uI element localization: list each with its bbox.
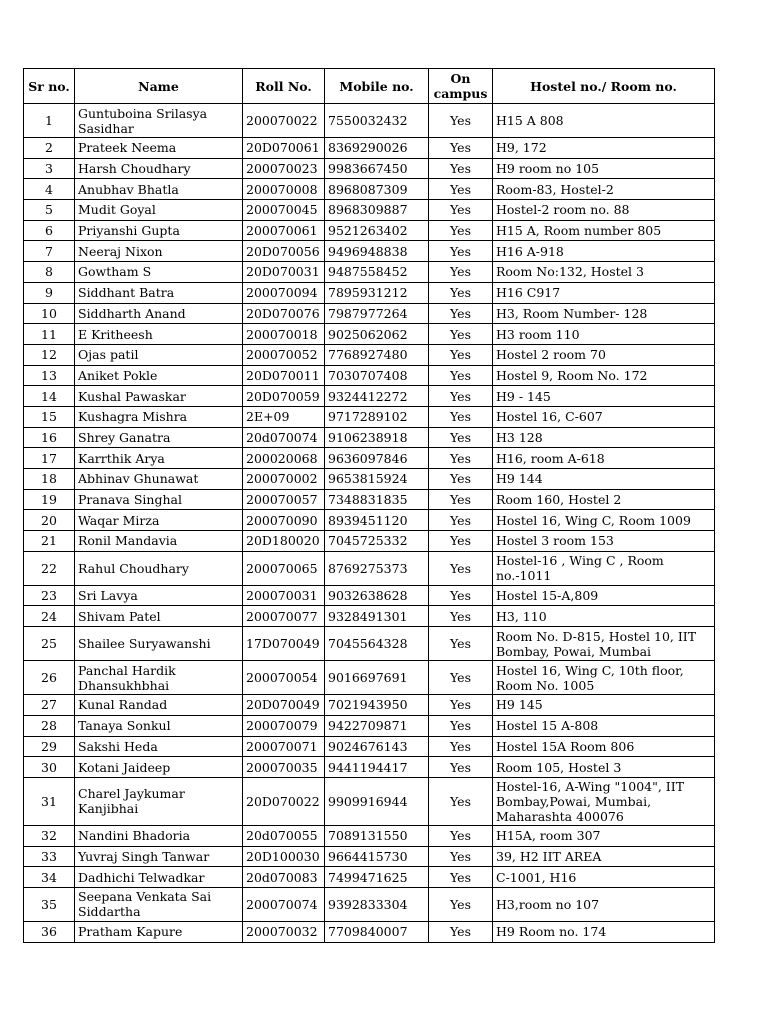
- cell-roll-no: 20D070076: [243, 303, 325, 324]
- table-row: [24, 344, 715, 365]
- cell-name: Siddharth Anand: [75, 303, 243, 324]
- cell-mobile-no: 8369290026: [325, 138, 429, 159]
- cell-name: Abhinav Ghunawat: [75, 469, 243, 490]
- cell-hostel-room: Hostel 15-A,809: [493, 585, 715, 606]
- cell-sr-no: 3: [24, 158, 75, 179]
- header-roll-no: Roll No.: [243, 69, 325, 104]
- table-row: [24, 448, 715, 469]
- table-row: [24, 887, 715, 921]
- table-row: [24, 777, 715, 825]
- cell-sr-no: 8: [24, 262, 75, 283]
- header-name: Name: [75, 69, 243, 104]
- cell-on-campus: Yes: [429, 406, 493, 427]
- cell-on-campus: Yes: [429, 715, 493, 736]
- cell-hostel-room: H9 144: [493, 469, 715, 490]
- table-row: [24, 241, 715, 262]
- cell-hostel-room: Hostel 16, Wing C, Room 1009: [493, 510, 715, 531]
- cell-mobile-no: 9717289102: [325, 406, 429, 427]
- cell-name: Seepana Venkata Sai Siddartha: [75, 887, 243, 921]
- cell-mobile-no: 9521263402: [325, 220, 429, 241]
- cell-name: Sakshi Heda: [75, 736, 243, 757]
- cell-on-campus: Yes: [429, 158, 493, 179]
- table-row: [24, 158, 715, 179]
- cell-hostel-room: H3, Room Number- 128: [493, 303, 715, 324]
- student-table: [23, 68, 715, 943]
- cell-on-campus: Yes: [429, 887, 493, 921]
- cell-mobile-no: 8769275373: [325, 551, 429, 585]
- cell-mobile-no: 7089131550: [325, 825, 429, 846]
- cell-name: Aniket Pokle: [75, 365, 243, 386]
- cell-hostel-room: Hostel 15 A-808: [493, 715, 715, 736]
- cell-hostel-room: H3 room 110: [493, 324, 715, 345]
- table-body: [24, 104, 715, 943]
- table-row: [24, 104, 715, 138]
- cell-sr-no: 15: [24, 406, 75, 427]
- cell-sr-no: 5: [24, 200, 75, 221]
- cell-mobile-no: 8968309887: [325, 200, 429, 221]
- cell-mobile-no: 7768927480: [325, 344, 429, 365]
- table-row: [24, 757, 715, 778]
- cell-roll-no: 20D070049: [243, 695, 325, 716]
- cell-sr-no: 36: [24, 921, 75, 942]
- table-row: [24, 179, 715, 200]
- cell-hostel-room: Hostel 3 room 153: [493, 531, 715, 552]
- table-header-row: [24, 69, 715, 104]
- cell-mobile-no: 9636097846: [325, 448, 429, 469]
- cell-roll-no: 20D070022: [243, 777, 325, 825]
- cell-roll-no: 20D070031: [243, 262, 325, 283]
- cell-mobile-no: 7895931212: [325, 282, 429, 303]
- cell-sr-no: 12: [24, 344, 75, 365]
- cell-sr-no: 28: [24, 715, 75, 736]
- cell-mobile-no: 7348831835: [325, 489, 429, 510]
- cell-on-campus: Yes: [429, 551, 493, 585]
- cell-name: Neeraj Nixon: [75, 241, 243, 262]
- cell-sr-no: 17: [24, 448, 75, 469]
- table-row: [24, 606, 715, 627]
- table-row: [24, 846, 715, 867]
- cell-mobile-no: 8968087309: [325, 179, 429, 200]
- cell-mobile-no: 9328491301: [325, 606, 429, 627]
- cell-hostel-room: H3, 110: [493, 606, 715, 627]
- cell-hostel-room: C-1001, H16: [493, 867, 715, 888]
- cell-on-campus: Yes: [429, 282, 493, 303]
- cell-roll-no: 17D070049: [243, 627, 325, 661]
- cell-hostel-room: H15 A, Room number 805: [493, 220, 715, 241]
- cell-on-campus: Yes: [429, 469, 493, 490]
- cell-sr-no: 13: [24, 365, 75, 386]
- cell-roll-no: 200070077: [243, 606, 325, 627]
- table-row: [24, 661, 715, 695]
- cell-mobile-no: 7045725332: [325, 531, 429, 552]
- cell-sr-no: 9: [24, 282, 75, 303]
- cell-hostel-room: H9 Room no. 174: [493, 921, 715, 942]
- cell-sr-no: 20: [24, 510, 75, 531]
- cell-roll-no: 200070065: [243, 551, 325, 585]
- cell-name: Dadhichi Telwadkar: [75, 867, 243, 888]
- cell-hostel-room: Hostel 15A Room 806: [493, 736, 715, 757]
- cell-roll-no: 200070032: [243, 921, 325, 942]
- cell-sr-no: 30: [24, 757, 75, 778]
- cell-roll-no: 200070023: [243, 158, 325, 179]
- cell-name: Nandini Bhadoria: [75, 825, 243, 846]
- cell-roll-no: 200070057: [243, 489, 325, 510]
- cell-hostel-room: H16 A-918: [493, 241, 715, 262]
- cell-mobile-no: 7709840007: [325, 921, 429, 942]
- cell-mobile-no: 9032638628: [325, 585, 429, 606]
- cell-on-campus: Yes: [429, 386, 493, 407]
- cell-name: Sri Lavya: [75, 585, 243, 606]
- cell-on-campus: Yes: [429, 344, 493, 365]
- cell-mobile-no: 9496948838: [325, 241, 429, 262]
- cell-on-campus: Yes: [429, 427, 493, 448]
- cell-hostel-room: Room 105, Hostel 3: [493, 757, 715, 778]
- cell-roll-no: 200070018: [243, 324, 325, 345]
- cell-name: Pranava Singhal: [75, 489, 243, 510]
- table-row: [24, 262, 715, 283]
- cell-roll-no: 200070061: [243, 220, 325, 241]
- cell-on-campus: Yes: [429, 825, 493, 846]
- cell-on-campus: Yes: [429, 179, 493, 200]
- cell-sr-no: 21: [24, 531, 75, 552]
- cell-name: Kunal Randad: [75, 695, 243, 716]
- cell-on-campus: Yes: [429, 531, 493, 552]
- cell-roll-no: 200070031: [243, 585, 325, 606]
- cell-sr-no: 14: [24, 386, 75, 407]
- cell-sr-no: 23: [24, 585, 75, 606]
- cell-sr-no: 25: [24, 627, 75, 661]
- cell-name: Kotani Jaideep: [75, 757, 243, 778]
- table-row: [24, 282, 715, 303]
- table-row: [24, 489, 715, 510]
- cell-mobile-no: 7987977264: [325, 303, 429, 324]
- cell-name: Charel Jaykumar Kanjibhai: [75, 777, 243, 825]
- cell-sr-no: 22: [24, 551, 75, 585]
- cell-on-campus: Yes: [429, 220, 493, 241]
- cell-mobile-no: 9016697691: [325, 661, 429, 695]
- cell-hostel-room: Room-83, Hostel-2: [493, 179, 715, 200]
- cell-hostel-room: H9 145: [493, 695, 715, 716]
- table-row: [24, 324, 715, 345]
- cell-roll-no: 20D070011: [243, 365, 325, 386]
- cell-name: Waqar Mirza: [75, 510, 243, 531]
- cell-hostel-room: Hostel-2 room no. 88: [493, 200, 715, 221]
- header-sr-no: Sr no.: [24, 69, 75, 104]
- cell-hostel-room: H9, 172: [493, 138, 715, 159]
- cell-sr-no: 16: [24, 427, 75, 448]
- cell-roll-no: 200070045: [243, 200, 325, 221]
- cell-hostel-room: Hostel 16, Wing C, 10th floor, Room No. 1005: [493, 661, 715, 695]
- table-row: [24, 627, 715, 661]
- cell-hostel-room: H16, room A-618: [493, 448, 715, 469]
- cell-hostel-room: Room No. D-815, Hostel 10, IIT Bombay, Powai, Mumbai: [493, 627, 715, 661]
- table-row: [24, 220, 715, 241]
- table-row: [24, 200, 715, 221]
- cell-name: Priyanshi Gupta: [75, 220, 243, 241]
- cell-roll-no: 200070035: [243, 757, 325, 778]
- cell-name: Harsh Choudhary: [75, 158, 243, 179]
- cell-mobile-no: 9909916944: [325, 777, 429, 825]
- cell-on-campus: Yes: [429, 303, 493, 324]
- cell-roll-no: 200070079: [243, 715, 325, 736]
- cell-sr-no: 35: [24, 887, 75, 921]
- cell-name: Shailee Suryawanshi: [75, 627, 243, 661]
- table-row: [24, 551, 715, 585]
- cell-name: Mudit Goyal: [75, 200, 243, 221]
- cell-roll-no: 200070094: [243, 282, 325, 303]
- cell-hostel-room: H3,room no 107: [493, 887, 715, 921]
- cell-on-campus: Yes: [429, 757, 493, 778]
- cell-roll-no: 200070074: [243, 887, 325, 921]
- cell-sr-no: 31: [24, 777, 75, 825]
- cell-hostel-room: Room No:132, Hostel 3: [493, 262, 715, 283]
- cell-mobile-no: 9324412272: [325, 386, 429, 407]
- table-row: [24, 736, 715, 757]
- cell-on-campus: Yes: [429, 489, 493, 510]
- cell-sr-no: 10: [24, 303, 75, 324]
- cell-mobile-no: 9024676143: [325, 736, 429, 757]
- cell-name: Yuvraj Singh Tanwar: [75, 846, 243, 867]
- cell-roll-no: 200070071: [243, 736, 325, 757]
- cell-hostel-room: Hostel 2 room 70: [493, 344, 715, 365]
- cell-on-campus: Yes: [429, 867, 493, 888]
- table-row: [24, 695, 715, 716]
- table-row: [24, 427, 715, 448]
- header-on-campus: On campus: [429, 69, 493, 104]
- cell-name: E Kritheesh: [75, 324, 243, 345]
- cell-hostel-room: Room 160, Hostel 2: [493, 489, 715, 510]
- cell-roll-no: 200020068: [243, 448, 325, 469]
- cell-roll-no: 200070022: [243, 104, 325, 138]
- cell-on-campus: Yes: [429, 661, 493, 695]
- cell-sr-no: 18: [24, 469, 75, 490]
- cell-mobile-no: 9441194417: [325, 757, 429, 778]
- cell-sr-no: 4: [24, 179, 75, 200]
- cell-hostel-room: H16 C917: [493, 282, 715, 303]
- table-row: [24, 303, 715, 324]
- cell-sr-no: 6: [24, 220, 75, 241]
- cell-on-campus: Yes: [429, 138, 493, 159]
- cell-mobile-no: 9106238918: [325, 427, 429, 448]
- cell-sr-no: 11: [24, 324, 75, 345]
- table-row: [24, 825, 715, 846]
- cell-on-campus: Yes: [429, 241, 493, 262]
- cell-on-campus: Yes: [429, 262, 493, 283]
- cell-name: Shivam Patel: [75, 606, 243, 627]
- cell-name: Tanaya Sonkul: [75, 715, 243, 736]
- table-row: [24, 585, 715, 606]
- cell-roll-no: 20D070056: [243, 241, 325, 262]
- cell-mobile-no: 9422709871: [325, 715, 429, 736]
- cell-hostel-room: Hostel 9, Room No. 172: [493, 365, 715, 386]
- cell-roll-no: 20D070059: [243, 386, 325, 407]
- cell-on-campus: Yes: [429, 695, 493, 716]
- cell-mobile-no: 9983667450: [325, 158, 429, 179]
- cell-mobile-no: 9025062062: [325, 324, 429, 345]
- cell-name: Anubhav Bhatla: [75, 179, 243, 200]
- cell-hostel-room: H9 - 145: [493, 386, 715, 407]
- table-row: [24, 867, 715, 888]
- cell-roll-no: 20d070083: [243, 867, 325, 888]
- header-mobile-no: Mobile no.: [325, 69, 429, 104]
- table-row: [24, 386, 715, 407]
- cell-on-campus: Yes: [429, 200, 493, 221]
- cell-sr-no: 19: [24, 489, 75, 510]
- cell-name: Karrthik Arya: [75, 448, 243, 469]
- cell-name: Guntuboina Srilasya Sasidhar: [75, 104, 243, 138]
- cell-sr-no: 27: [24, 695, 75, 716]
- table-row: [24, 921, 715, 942]
- cell-sr-no: 2: [24, 138, 75, 159]
- table-row: [24, 531, 715, 552]
- cell-roll-no: 200070054: [243, 661, 325, 695]
- cell-sr-no: 1: [24, 104, 75, 138]
- spreadsheet-sheet: [23, 68, 715, 943]
- cell-on-campus: Yes: [429, 777, 493, 825]
- table-row: [24, 469, 715, 490]
- cell-roll-no: 20d070055: [243, 825, 325, 846]
- table-row: [24, 406, 715, 427]
- cell-on-campus: Yes: [429, 585, 493, 606]
- cell-on-campus: Yes: [429, 104, 493, 138]
- cell-mobile-no: 7499471625: [325, 867, 429, 888]
- cell-hostel-room: H3 128: [493, 427, 715, 448]
- cell-mobile-no: 7045564328: [325, 627, 429, 661]
- cell-sr-no: 26: [24, 661, 75, 695]
- cell-name: Kushagra Mishra: [75, 406, 243, 427]
- cell-hostel-room: H15 A 808: [493, 104, 715, 138]
- cell-on-campus: Yes: [429, 627, 493, 661]
- table-row: [24, 715, 715, 736]
- cell-name: Prateek Neema: [75, 138, 243, 159]
- cell-hostel-room: Hostel-16 , Wing C , Room no.-1011: [493, 551, 715, 585]
- cell-roll-no: 200070090: [243, 510, 325, 531]
- table-row: [24, 510, 715, 531]
- cell-name: Pratham Kapure: [75, 921, 243, 942]
- cell-hostel-room: Hostel 16, C-607: [493, 406, 715, 427]
- cell-roll-no: 20D070061: [243, 138, 325, 159]
- cell-mobile-no: 8939451120: [325, 510, 429, 531]
- cell-sr-no: 24: [24, 606, 75, 627]
- cell-mobile-no: 9487558452: [325, 262, 429, 283]
- cell-roll-no: 20D100030: [243, 846, 325, 867]
- cell-hostel-room: H15A, room 307: [493, 825, 715, 846]
- cell-sr-no: 32: [24, 825, 75, 846]
- cell-sr-no: 7: [24, 241, 75, 262]
- table-row: [24, 138, 715, 159]
- cell-roll-no: 20D180020: [243, 531, 325, 552]
- cell-sr-no: 34: [24, 867, 75, 888]
- cell-mobile-no: 7030707408: [325, 365, 429, 386]
- cell-name: Kushal Pawaskar: [75, 386, 243, 407]
- cell-name: Siddhant Batra: [75, 282, 243, 303]
- cell-name: Panchal Hardik Dhansukhbhai: [75, 661, 243, 695]
- cell-name: Rahul Choudhary: [75, 551, 243, 585]
- cell-roll-no: 20d070074: [243, 427, 325, 448]
- cell-on-campus: Yes: [429, 921, 493, 942]
- cell-roll-no: 200070052: [243, 344, 325, 365]
- cell-hostel-room: 39, H2 IIT AREA: [493, 846, 715, 867]
- cell-mobile-no: 7550032432: [325, 104, 429, 138]
- cell-mobile-no: 9664415730: [325, 846, 429, 867]
- cell-name: Ojas patil: [75, 344, 243, 365]
- table-row: [24, 365, 715, 386]
- cell-on-campus: Yes: [429, 736, 493, 757]
- cell-sr-no: 33: [24, 846, 75, 867]
- cell-mobile-no: 9653815924: [325, 469, 429, 490]
- cell-on-campus: Yes: [429, 510, 493, 531]
- cell-mobile-no: 7021943950: [325, 695, 429, 716]
- cell-on-campus: Yes: [429, 365, 493, 386]
- cell-sr-no: 29: [24, 736, 75, 757]
- cell-name: Gowtham S: [75, 262, 243, 283]
- cell-roll-no: 200070002: [243, 469, 325, 490]
- cell-on-campus: Yes: [429, 606, 493, 627]
- cell-hostel-room: H9 room no 105: [493, 158, 715, 179]
- cell-on-campus: Yes: [429, 846, 493, 867]
- cell-hostel-room: Hostel-16, A-Wing "1004", IIT Bombay,Powai, Mumbai, Maharashta 400076: [493, 777, 715, 825]
- cell-on-campus: Yes: [429, 448, 493, 469]
- header-hostel-room: Hostel no./ Room no.: [493, 69, 715, 104]
- cell-roll-no: 2E+09: [243, 406, 325, 427]
- cell-name: Shrey Ganatra: [75, 427, 243, 448]
- cell-mobile-no: 9392833304: [325, 887, 429, 921]
- cell-roll-no: 200070008: [243, 179, 325, 200]
- cell-name: Ronil Mandavia: [75, 531, 243, 552]
- cell-on-campus: Yes: [429, 324, 493, 345]
